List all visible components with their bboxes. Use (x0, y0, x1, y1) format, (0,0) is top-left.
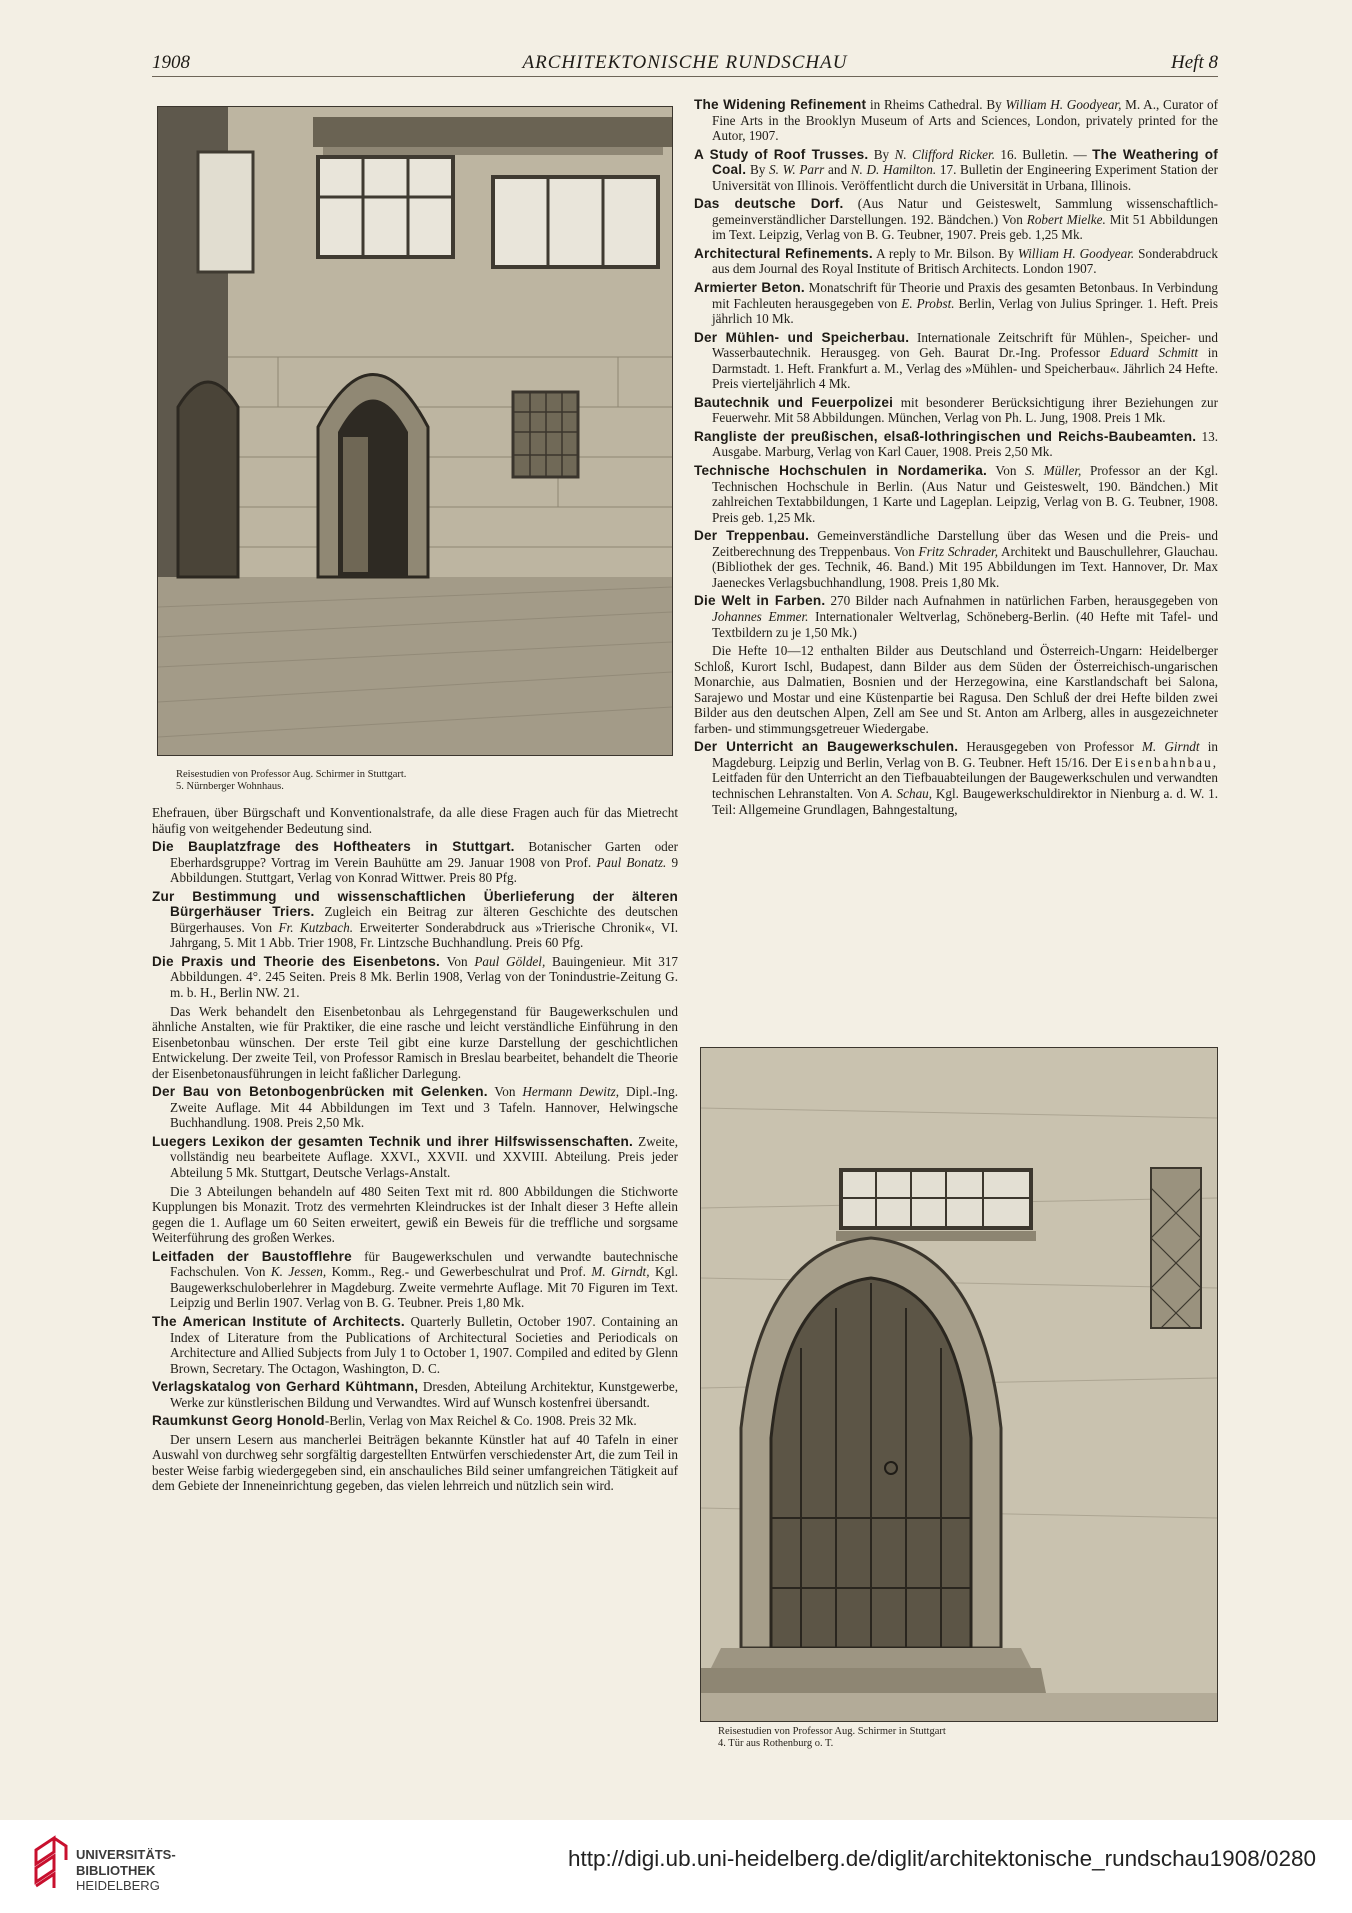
entry-title: Armierter Beton. (694, 280, 805, 296)
list-item (694, 147, 1218, 194)
entry-text: mit besonderer Berücksichtigung ihrer Beziehungen zur Feuerwehr. Mit 58 Abbildungen. München, Verlag von Ph. L. Jung, 1908. Preis 1 Mk. (712, 394, 1219, 426)
entry-author: M. Girndt, (591, 1264, 650, 1280)
university-library-logo-icon (30, 1830, 72, 1896)
list-item (152, 1413, 678, 1429)
entry-title: The American Institute of Architects. (152, 1313, 405, 1329)
entry-text: Von (446, 953, 468, 969)
entry-text: 16. Bulletin. — (1000, 146, 1087, 162)
entry-text: Internationale Zeitschrift für Mühlen-, Speicher- und Wasserbautechnik. Herausgeg. von Geh. Baurat Dr.-Ing. Professor (712, 329, 1218, 361)
header-journal-title: ARCHITEKTONISCHE RUNDSCHAU (522, 52, 848, 73)
entry-title: Architectural Refinements. (694, 245, 873, 261)
entry-text: 9 Abbildungen. Stuttgart, Verlag von Konrad Wittwer. Preis 80 Pfg. (170, 854, 679, 886)
entry-text: in Magdeburg. Leipzig und Berlin, Verlag von B. G. Teubner. Heft 15/16. Der (712, 739, 1219, 770)
entry-text: 270 Bilder nach Aufnahmen in natürlichen Farben, herausgegeben von (830, 593, 1219, 609)
list-item (694, 330, 1218, 392)
source-url-link[interactable]: http://digi.ub.uni-heidelberg.de/diglit/architektonische_rundschau1908/0280 (568, 1846, 1317, 1871)
entry-title: The Widening Refinement (694, 97, 867, 112)
institution-line: UNIVERSITÄTS- (76, 1847, 176, 1862)
list-item (152, 954, 678, 1001)
entry-text: Zugleich ein Beitrag zur älteren Geschichte des deutschen Bürgerhauses. Von (170, 904, 679, 935)
entry-text: By (873, 146, 890, 162)
entry-title: Bautechnik und Feuerpolizei (694, 394, 894, 410)
entry-author: Eduard Schmitt (1109, 345, 1199, 361)
entry-author: Johannes Emmer. (712, 608, 809, 624)
entry-text: 13. Ausgabe. Marburg, Verlag von Karl Cauer, 1908. Preis 2,50 Mk. (712, 428, 1218, 460)
figure-rothenburg-door (700, 1047, 1218, 1722)
entry-text: Quarterly Bulletin, October 1907. Containing an Index of Literature from the Publications of Architectural Societies and Periodicals on Architecture and Allied Subjects from July 1 to October 1, 1907. Compiled and edited by Glenn Brown, Secretary. The Octagon, Washington, D. C. (170, 1313, 678, 1376)
institution-name (76, 1847, 176, 1894)
figure-caption-2 (718, 1726, 946, 1750)
illustration-door (701, 1048, 1217, 1721)
entry-title: Das deutsche Dorf. (694, 196, 844, 212)
entry-title: Die Bauplatzfrage des Hoftheaters in Stuttgart. (152, 839, 515, 855)
institution-line: HEIDELBERG (76, 1878, 160, 1893)
list-item (152, 839, 678, 886)
entry-text: Sonderabdruck aus dem Journal des Royal Institute of Britisch Architects. London 1907. (712, 245, 1219, 277)
entry-title: The Weathering of Coal. (712, 146, 1219, 178)
left-text-column (152, 805, 678, 1497)
entry-title: Der Mühlen- und Speicherbau. (694, 329, 910, 345)
figure-nuremberg-house (157, 106, 673, 756)
entry-title: Der Bau von Betonbogenbrücken mit Gelenken. (152, 1084, 488, 1100)
entry-text: für Baugewerkschulen und verwandte bautechnische Fachschulen. Von (170, 1248, 679, 1280)
entry-text: A reply to Mr. Bilson. By (876, 245, 1014, 261)
list-item (152, 1084, 678, 1131)
list-item (694, 463, 1218, 525)
figure-caption-1 (176, 769, 406, 793)
entry-title: Der Unterricht an Baugewerkschulen. (694, 739, 959, 755)
entry-text: Zweite, vollständig neu bearbeitete Auflage. XXVI., XXVII. und XXVIII. Abteilung. Preis jeder Abteilung 5 Mk. Stuttgart, Deutsche Verlags-Anstalt. (170, 1133, 678, 1181)
header-year: 1908 (152, 52, 190, 73)
list-item (694, 739, 1218, 817)
institution-line: BIBLIOTHEK (76, 1862, 156, 1878)
entry-text: 17. Bulletin der Engineering Experiment Station der Universität von Illinois. Veröffentlicht durch die Universität in Urbana, Illinois. (712, 162, 1219, 193)
intro-paragraph: Ehefrauen, über Bürgschaft und Konventionalstrafe, da alle diese Fragen auch für das Mietrecht häufig von weitgehender Bedeutung sind. (152, 805, 678, 836)
entry-title: Die Welt in Farben. (694, 593, 826, 609)
entry-text: Leitfaden für den Unterricht an den Tiefbauabteilungen der Baugewerkschulen und verwandten technischen Lehranstalten. Von (712, 770, 1218, 801)
entry-author: M. Girndt (1141, 739, 1200, 755)
list-item (694, 528, 1218, 590)
entry-author: K. Jessen, (270, 1264, 327, 1280)
review-paragraph: Die 3 Abteilungen behandeln auf 480 Seiten Text mit rd. 800 Abbildungen die Stichworte Kupplungen bis Monazit. Trotz des vermehrten Kleindruckes ist der Inhalt dieser 3 Hefte allein gegen die 1. Auflage um 60 Seiten erweitert, gewiß ein Beweis für die treffliche und sorgsame Weiterführung des großen Werkes. (152, 1183, 678, 1246)
list-item (152, 1314, 678, 1376)
entry-title: Zur Bestimmung und wissenschaftlichen Überlieferung der älteren Bürgerhäuser Triers. (152, 888, 678, 920)
entry-title: Die Praxis und Theorie des Eisenbetons. (152, 953, 441, 969)
caption-line: Reisestudien von Professor Aug. Schirmer in Stuttgart. (176, 769, 407, 780)
caption-line: 5. Nürnberger Wohnhaus. (176, 781, 284, 792)
entry-author: Fr. Kutzbach. (278, 919, 354, 935)
caption-line: Reisestudien von Professor Aug. Schirmer in Stuttgart (718, 1726, 946, 1737)
entry-author: Hermann Dewitz, (522, 1084, 620, 1100)
entry-text: Internationaler Weltverlag, Schöneberg-Berlin. (40 Hefte mit Tafel- und Textbildern zu je 1,50 Mk.) (712, 608, 1219, 640)
entry-author: A. Schau, (881, 785, 933, 801)
entry-author: N. D. Hamilton. (850, 162, 937, 178)
right-text-column (694, 97, 1218, 820)
entry-text: Architekt und Bauschullehrer, Glauchau. (Bibliothek der ges. Technik, 46. Band.) Mit 195 Abbildungen im Text. Hannover, Dr. Max Jaeneckes Verlagsbuchhandlung, 1908. Preis 1,80 Mk. (712, 543, 1219, 590)
illustration-house-facade (158, 107, 672, 755)
list-item (694, 429, 1218, 460)
entry-text: Berlin, Verlag von Julius Springer. 1. Heft. Preis jährlich 10 Mk. (712, 295, 1219, 327)
list-item (152, 1379, 678, 1410)
entry-title: Der Treppenbau. (694, 528, 810, 544)
review-paragraph: Das Werk behandelt den Eisenbetonbau als Lehrgegenstand für Baugewerkschulen und ähnliche Anstalten, wie für Praktiker, die eine rasche und leicht verständliche Einführung in den Eisenbetonbau wünschen. Der erste Teil gibt eine kurze Darstellung der geschichtlichen Entwickelung. Der zweite Teil, von Professor Ramisch in Breslau bearbeitet, behandelt die Theorie der Eisenbetonausführungen in leicht faßlicher Darlegung. (152, 1003, 678, 1081)
entry-author: William H. Goodyear. (1017, 245, 1135, 261)
list-item (152, 889, 678, 951)
list-item (694, 97, 1218, 144)
entry-text: Gemeinverständliche Darstellung über das Wesen und die Preis- und Zeitberechnung des Treppenbaus. Von (712, 528, 1218, 559)
entry-title: Rangliste der preußischen, elsaß-lothringischen und Reichs-Baubeamten. (694, 428, 1197, 444)
entry-spaced-title: Eisenbahnbau, (1114, 754, 1218, 770)
entry-text: in Rheims Cathedral. By (870, 97, 1002, 112)
list-item (694, 395, 1218, 426)
entry-author: S. W. Parr (769, 162, 825, 178)
list-item (694, 593, 1218, 640)
entry-title: Raumkunst Georg Honold (152, 1413, 325, 1429)
review-paragraph: Die Hefte 10—12 enthalten Bilder aus Deutschland und Österreich-Ungarn: Heidelberger Schloß, Kurort Ischl, Budapest, dann Bilder aus dem Süden der Österreichisch-ungarischen Monarchie, aus Dalmatien, Bosnien und der Herzegowina, eine Karstlandschaft bei Salona, Sarajewo und Mostar und eine Küstenpartie bei Ragusa. Den Schluß der drei Hefte bilden zwei Bilder aus den deutschen Alpen, Zell am See und St. Anton am Arlberg, alles in ausgezeichneter farben- und stimmungsgetreuer Wiedergabe. (694, 643, 1218, 736)
caption-line: 4. Tür aus Rothenburg o. T. (718, 1738, 834, 1749)
list-item (152, 1249, 678, 1311)
entry-text: M. A., Curator of Fine Arts in the Brooklyn Museum of Arts and Sciences, London, privately printed for the Autor, 1907. (712, 97, 1219, 144)
review-paragraph: Der unsern Lesern aus mancherlei Beiträgen bekannte Künstler hat auf 40 Tafeln in einer Auswahl von durchweg sehr sorgfältig dargestellten Entwürfen verschiedenster Art, die zum Teil in bester Weise farbig wiedergegeben sind, ein anschauliches Bild seiner umfangreichen Tätigkeit auf dem Gebiete der Inneneinrichtung gegeben, das vielen lehrreich und nützlich sein wird. (152, 1431, 678, 1494)
list-item (152, 1134, 678, 1181)
library-footer (0, 1820, 1352, 1913)
entry-text: By (749, 162, 766, 178)
entry-text: Monatschrift für Theorie und Praxis des gesamten Betonbaus. In Verbindung mit Fachleuten herausgegeben von (712, 280, 1219, 311)
entry-text: Von (494, 1084, 516, 1100)
entry-text: Bauingenieur. Mit 317 Abbildungen. 4°. 245 Seiten. Preis 8 Mk. Berlin 1908, Verlag von der Tonindustrie-Zeitung G. m. b. H., Berlin NW. 21. (170, 953, 679, 1001)
entry-text: Komm., Reg.- und Gewerbeschulrat und Prof. (331, 1264, 586, 1280)
entry-author: N. Clifford Ricker. (894, 146, 995, 162)
header-rule (152, 76, 1218, 77)
entry-title: Leitfaden der Baustofflehre (152, 1248, 352, 1264)
entry-text: Von (995, 463, 1017, 479)
entry-title: Technische Hochschulen in Nordamerika. (694, 463, 988, 479)
list-item (694, 196, 1218, 243)
entry-title: Luegers Lexikon der gesamten Technik und ihrer Hilfswissenschaften. (152, 1133, 634, 1149)
entry-text: Kgl. Baugewerkschuloberlehrer in Magdeburg. Zweite vermehrte Auflage. Mit 70 Figuren im Text. Leipzig und Berlin 1907. Verlag von B. G. Teubner. Preis 1,80 Mk. (170, 1264, 679, 1311)
entry-text: Dresden, Abteilung Architektur, Kunstgewerbe, Werke zur künstlerischen Bildung und Verwandtes. Wird auf Wunsch kostenfrei übersandt. (170, 1379, 678, 1410)
entry-text: in Darmstadt. 1. Heft. Frankfurt a. M., Verlag des »Mühlen- und Speicherbau«. Jährlich 24 Hefte. Preis vierteljährlich 4 Mk. (712, 345, 1219, 392)
entry-text: Mit 51 Abbildungen im Text. Leipzig, Verlag von B. G. Teubner, 1907. Preis geb. 1,25 Mk. (712, 211, 1219, 243)
running-head (152, 48, 1218, 78)
entry-text: (Aus Natur und Geisteswelt, Sammlung wissenschaftlich-gemeinverständlicher Darstellungen. 192. Bändchen.) Von (712, 196, 1218, 227)
entry-text: Erweiterter Sonderabdruck aus »Trierische Chronik«, VI. Jahrgang, 5. Mit 1 Abb. Trier 1908, Fr. Lintzsche Buchhandlung. Preis 60 Pfg. (170, 919, 679, 951)
entry-text: -Berlin, Verlag von Max Reichel & Co. 1908. Preis 32 Mk. (324, 1413, 637, 1429)
entry-author: Paul Göldel, (474, 953, 546, 969)
entry-text: Herausgegeben von Professor (966, 739, 1134, 755)
entry-author: William H. Goodyear, (1005, 97, 1122, 112)
list-item (694, 246, 1218, 277)
entry-author: Robert Mielke. (1026, 211, 1106, 227)
entry-text: Professor an der Kgl. Technischen Hochschule in Berlin. (Aus Natur und Geisteswelt, 190. Bändchen.) Mit zahlreichen Textabbildungen, 1 Karte und Lageplan. Leipzig, Verlag von B. G. Teubner, 1908. Preis geb. 1,25 Mk. (712, 463, 1218, 525)
entry-title: Verlagskatalog von Gerhard Kühtmann, (152, 1379, 419, 1395)
entry-author: Fritz Schrader, (918, 543, 999, 559)
entry-text: Kgl. Baugewerkschuldirektor in Nienburg a. d. W. 1. Teil: Allgemeine Grundlagen, Bahngestaltung, (712, 785, 1219, 817)
entry-text: and (828, 162, 848, 178)
entry-author: Paul Bonatz. (596, 854, 667, 870)
list-item (694, 280, 1218, 327)
entry-text: Dipl.-Ing. Zweite Auflage. Mit 44 Abbildungen im Text und 3 Tafeln. Hannover, Helwingsche Buchhandlung. 1908. Preis 2,50 Mk. (170, 1084, 679, 1131)
entry-author: S. Müller, (1025, 463, 1082, 479)
entry-title: A Study of Roof Trusses. (694, 146, 869, 162)
header-issue: Heft 8 (1171, 52, 1218, 73)
entry-author: E. Probst. (901, 295, 955, 311)
entry-text: Botanischer Garten oder Eberhardsgruppe? Vortrag im Verein Bauhütte am 29. Januar 1908 von Prof. (170, 839, 679, 870)
